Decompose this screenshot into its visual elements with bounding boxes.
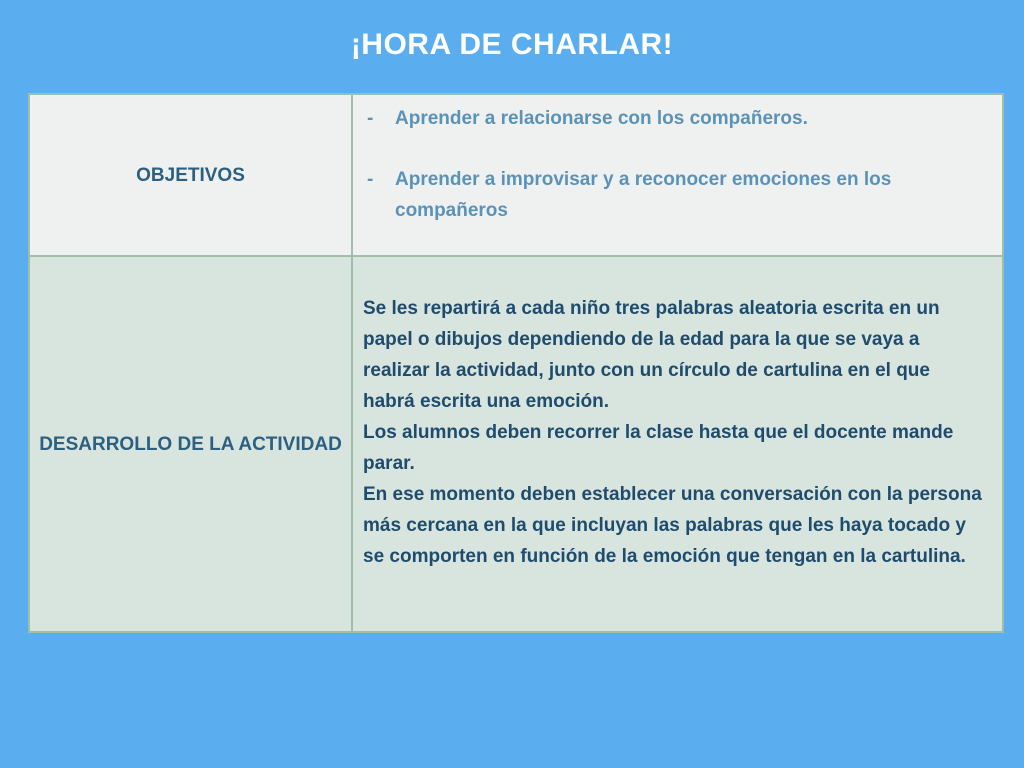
desarrollo-row <box>29 256 1003 632</box>
objetivos-label: OBJETIVOS <box>29 94 352 256</box>
slide-title: ¡HORA DE CHARLAR! <box>350 28 674 61</box>
objetivos-row <box>29 94 1003 256</box>
objective-text: Aprender a relacionarse con los compañeros. <box>395 108 808 129</box>
objective-text: Aprender a improvisar y a reconocer emociones en los compañeros <box>395 169 892 221</box>
dash-bullet: - <box>367 108 374 129</box>
description-paragraph: Se les repartirá a cada niño tres palabras aleatoria escrita en un papel o dibujos dependiendo de la edad para la que se vaya a realizar la actividad, junto con un círculo de cartulina en el que habrá escrita una emoción. <box>363 298 940 412</box>
objective-item <box>363 164 982 226</box>
objetivos-list <box>353 95 1002 226</box>
description-paragraph: Los alumnos deben recorrer la clase hasta que el docente mande parar. <box>363 422 954 474</box>
description-paragraph: En ese momento deben establecer una conversación con la persona más cercana en la que incluyan las palabras que les haya tocado y se comporten en función de la emoción que tengan en la cartulina. <box>363 484 982 567</box>
objective-item <box>363 103 982 134</box>
activity-table <box>28 93 1004 633</box>
desarrollo-label: DESARROLLO DE LA ACTIVIDAD <box>29 256 352 632</box>
dash-bullet: - <box>367 169 374 190</box>
desarrollo-description <box>353 257 1002 572</box>
desarrollo-content <box>352 256 1003 632</box>
objetivos-content <box>352 94 1003 256</box>
